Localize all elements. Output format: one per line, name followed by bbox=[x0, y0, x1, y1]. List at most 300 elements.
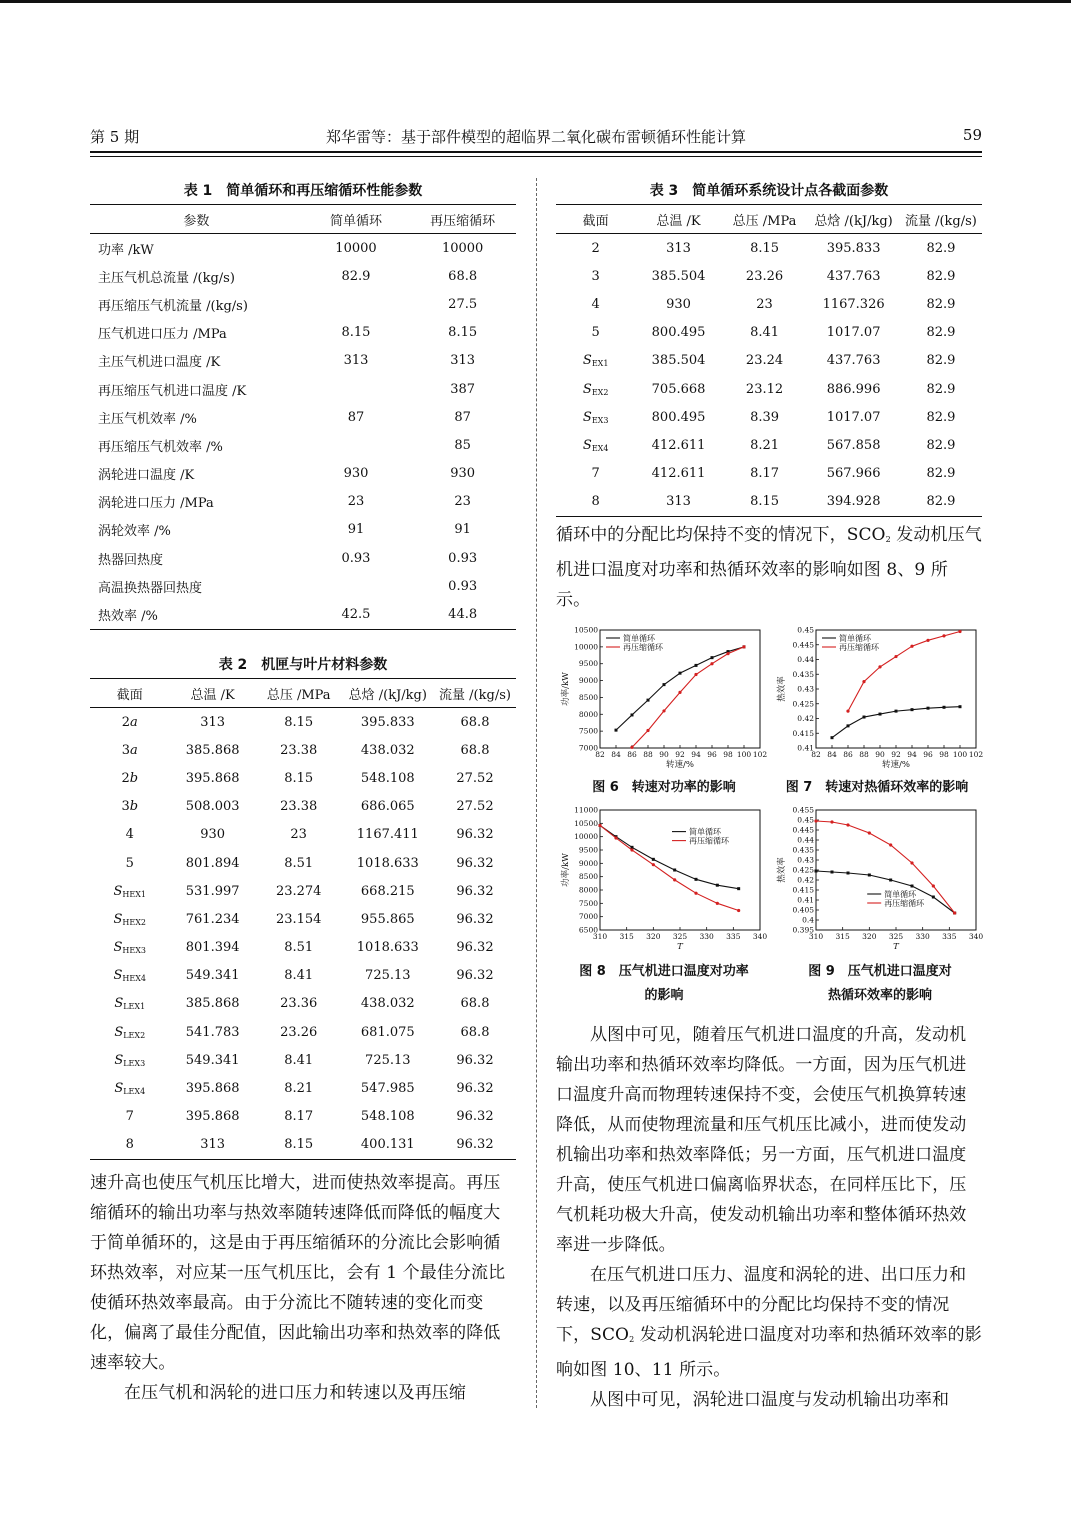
table-cell: 2a bbox=[121, 714, 138, 730]
table-cell: 8.41 bbox=[284, 968, 314, 984]
x-tick-label: 84 bbox=[827, 750, 837, 759]
table-row bbox=[556, 319, 982, 347]
table-row bbox=[90, 708, 516, 737]
table-cell: $S_{EX3}$ bbox=[582, 409, 609, 425]
table-row bbox=[556, 460, 982, 488]
y-tick-label: 0.415 bbox=[792, 885, 814, 895]
table-cell: 385.868 bbox=[185, 996, 240, 1012]
table-cell: 395.868 bbox=[185, 1081, 240, 1097]
x-tick-label: 315 bbox=[619, 932, 634, 941]
data-point bbox=[910, 645, 913, 648]
text-run: 循环中的分配比均保持不变的情况下，SCO bbox=[556, 525, 886, 545]
x-tick-label: 86 bbox=[627, 750, 637, 759]
data-point bbox=[726, 652, 729, 655]
body-paragraph: 速升高也使压气机压比增大，进而使热效率提高。再压缩循环的输出功率与热效率随转速降低而降低的幅度大于简单循环的，这是由于再压缩循环的分流比会影响循环热效率，对应某一压气机压比，会有 1 个最佳分流比使循环热效率最高。由于分流比不随转速的变化而变化，偏离了最佳分配值，因此输出功率和热效率的降低速率较大。 bbox=[90, 1173, 506, 1373]
table-cell: $S_{LEX2}$ bbox=[114, 1024, 146, 1040]
data-point bbox=[846, 823, 849, 826]
y-tick-label: 0.44 bbox=[797, 835, 814, 845]
table-cell: 8.17 bbox=[750, 466, 780, 482]
table-cell: 1167.411 bbox=[356, 827, 419, 843]
table1 bbox=[90, 204, 516, 630]
body-paragraph bbox=[556, 1260, 982, 1385]
table-cell: $S_{LEX4}$ bbox=[114, 1081, 146, 1097]
data-point bbox=[652, 858, 655, 861]
table-cell: 761.234 bbox=[185, 911, 240, 927]
y-axis-label: 功率/kW bbox=[561, 672, 571, 706]
table2 bbox=[90, 678, 516, 1160]
table-cell: 涡轮效率 /% bbox=[98, 524, 171, 540]
table-row bbox=[90, 1103, 516, 1131]
table-cell: 313 bbox=[666, 494, 691, 510]
table-cell: 668.215 bbox=[360, 883, 415, 899]
table-cell: 96.32 bbox=[456, 940, 494, 956]
table-cell: $S_{LEX3}$ bbox=[114, 1052, 146, 1068]
data-point bbox=[847, 724, 850, 727]
y-tick-label: 9500 bbox=[578, 659, 598, 669]
table-cell: 567.966 bbox=[826, 466, 881, 482]
table-cell: 531.997 bbox=[185, 883, 240, 899]
table-cell: 10000 bbox=[335, 240, 377, 256]
fig7-caption: 图 7 转速对热循环效率的影响 bbox=[785, 780, 969, 795]
table-cell: 44.8 bbox=[448, 607, 478, 623]
page-number: 59 bbox=[962, 126, 982, 144]
x-tick-label: 310 bbox=[592, 932, 608, 941]
y-tick-label: 0.395 bbox=[792, 925, 814, 935]
x-tick-label: 330 bbox=[699, 932, 714, 941]
y-axis-label: 热效率 bbox=[777, 857, 787, 883]
table-cell: 1017.07 bbox=[826, 325, 881, 341]
y-tick-label: 6500 bbox=[578, 925, 598, 935]
table-cell: 955.865 bbox=[360, 911, 415, 927]
table-row bbox=[90, 319, 516, 347]
table-cell: 8.51 bbox=[284, 855, 314, 871]
table-cell: 8.15 bbox=[341, 325, 371, 341]
table-cell: 96.32 bbox=[456, 855, 494, 871]
column-header: 截面 bbox=[556, 205, 635, 234]
column-header: 总温 /K bbox=[170, 679, 256, 708]
table-cell: 68.8 bbox=[448, 268, 478, 284]
table-cell: 7 bbox=[125, 1109, 134, 1125]
table-cell bbox=[303, 431, 410, 459]
data-point bbox=[673, 869, 676, 872]
table-cell: 412.611 bbox=[651, 466, 706, 482]
column-divider bbox=[536, 178, 537, 1408]
table-cell: 547.985 bbox=[360, 1081, 415, 1097]
table-cell: 91 bbox=[454, 522, 471, 538]
data-point bbox=[862, 680, 865, 683]
right-column-text bbox=[556, 1020, 982, 1415]
table-cell: 23.274 bbox=[275, 883, 322, 899]
y-tick-label: 7000 bbox=[578, 912, 598, 922]
table-cell: 930 bbox=[450, 466, 476, 482]
x-tick-label: 335 bbox=[726, 932, 741, 941]
x-axis-label: T bbox=[677, 942, 683, 952]
data-point bbox=[695, 664, 698, 667]
x-tick-label: 325 bbox=[888, 932, 904, 941]
table-cell: 1018.633 bbox=[356, 940, 419, 956]
y-tick-label: 0.41 bbox=[797, 743, 814, 753]
x-axis-label: T bbox=[893, 942, 899, 952]
y-tick-label: 0.43 bbox=[797, 855, 814, 865]
y-tick-label: 0.45 bbox=[797, 815, 814, 825]
fig6-caption: 图 6 转速对功率的影响 bbox=[592, 780, 736, 795]
table-cell: 8.21 bbox=[750, 437, 780, 453]
data-point bbox=[814, 819, 817, 822]
table-row bbox=[556, 431, 982, 459]
data-point bbox=[932, 884, 935, 887]
table-cell: 705.668 bbox=[651, 381, 706, 397]
table-cell: 87 bbox=[454, 409, 471, 425]
legend-label: 再压缩循环 bbox=[884, 899, 925, 908]
table-cell bbox=[303, 290, 410, 318]
data-point bbox=[926, 639, 929, 642]
table-row bbox=[90, 736, 516, 764]
table-row bbox=[556, 403, 982, 431]
plot-frame bbox=[816, 810, 976, 930]
table-cell: 82.9 bbox=[926, 437, 956, 453]
y-tick-label: 8000 bbox=[578, 885, 598, 895]
x-tick-label: 94 bbox=[691, 750, 701, 759]
table-cell: 87 bbox=[347, 409, 365, 425]
table-cell: 0.93 bbox=[448, 550, 478, 566]
data-point bbox=[695, 878, 698, 881]
data-point bbox=[716, 902, 719, 905]
issue-number: 第 5 期 bbox=[90, 128, 140, 146]
legend-label: 再压缩循环 bbox=[623, 643, 663, 652]
table-row bbox=[90, 877, 516, 905]
x-tick-label: 315 bbox=[835, 932, 850, 941]
table-header-row bbox=[90, 205, 516, 234]
table-cell: 4 bbox=[125, 827, 134, 843]
table1-title: 表 1 简单循环和再压缩循环性能参数 bbox=[183, 183, 423, 199]
table-cell: 725.13 bbox=[365, 968, 411, 984]
table-row bbox=[556, 290, 982, 318]
y-tick-label: 9000 bbox=[578, 858, 598, 868]
x-tick-label: 92 bbox=[675, 750, 685, 759]
table-cell: 313 bbox=[666, 240, 691, 256]
x-tick-label: 98 bbox=[723, 750, 733, 759]
plot-frame bbox=[600, 810, 760, 930]
data-point bbox=[958, 630, 961, 633]
table-row bbox=[556, 262, 982, 290]
table-cell: 96.32 bbox=[456, 827, 494, 843]
table-cell: 82.9 bbox=[926, 466, 956, 482]
table-cell: $S_{HEX1}$ bbox=[113, 883, 146, 899]
table-cell: 42.5 bbox=[341, 607, 371, 623]
table-cell: 2b bbox=[121, 770, 139, 786]
table-cell: 400.131 bbox=[360, 1137, 415, 1153]
table-cell: 8.15 bbox=[750, 494, 780, 510]
y-tick-label: 0.435 bbox=[792, 669, 814, 679]
table-row bbox=[90, 262, 516, 290]
table-cell: 96.32 bbox=[456, 1109, 494, 1125]
table-cell: 82.9 bbox=[926, 296, 956, 312]
data-point bbox=[614, 836, 617, 839]
y-tick-label: 0.405 bbox=[792, 905, 814, 915]
y-tick-label: 10500 bbox=[574, 625, 598, 635]
data-point bbox=[815, 870, 818, 873]
x-tick-label: 96 bbox=[923, 750, 933, 759]
column-header: 再压缩循环 bbox=[409, 205, 516, 234]
table-cell: $S_{EX4}$ bbox=[582, 437, 609, 453]
table-cell: 313 bbox=[450, 353, 476, 369]
data-point bbox=[646, 729, 649, 732]
column-header: 总压 /MPa bbox=[722, 205, 808, 234]
table-cell: 8.15 bbox=[448, 325, 478, 341]
y-tick-label: 0.415 bbox=[792, 728, 814, 738]
x-tick-label: 94 bbox=[907, 750, 917, 759]
data-point bbox=[911, 885, 914, 888]
data-point bbox=[742, 645, 745, 648]
y-tick-label: 0.455 bbox=[792, 805, 814, 815]
table-row bbox=[90, 572, 516, 600]
data-point bbox=[679, 672, 682, 675]
y-tick-label: 8500 bbox=[578, 692, 598, 702]
table-cell: 8.15 bbox=[284, 714, 314, 730]
table-cell: 1167.326 bbox=[822, 296, 885, 312]
y-tick-label: 0.43 bbox=[797, 684, 814, 694]
data-point bbox=[943, 706, 946, 709]
table-cell: 437.763 bbox=[826, 353, 881, 369]
table-cell: 313 bbox=[200, 714, 226, 730]
table-cell: 567.858 bbox=[826, 437, 881, 453]
table-cell: 385.504 bbox=[651, 268, 706, 284]
table-cell: 800.495 bbox=[651, 409, 706, 425]
x-tick-label: 82 bbox=[595, 750, 605, 759]
table-row bbox=[90, 488, 516, 516]
table-cell: 8.15 bbox=[284, 770, 314, 786]
column-header: 简单循环 bbox=[303, 205, 410, 234]
table-cell: 8.21 bbox=[284, 1081, 314, 1097]
legend-label: 简单循环 bbox=[884, 890, 917, 899]
body-paragraph: 从图中可见，随着压气机进口温度的升高，发动机输出功率和热循环效率均降低。一方面，因为压气机进口温度升高而物理转速保持不变，会使压气机换算转速降低，从而使物理流量和压气机压比减小，进而使发动机输出功率和热效率降低；另一方面，压气机进口温度升高，使压气机进口偏离临界状态，在同样压比下，压气机耗功极大升高，使发动机输出功率和整体循环热效率进一步降低。 bbox=[556, 1025, 967, 1255]
x-tick-label: 92 bbox=[891, 750, 901, 759]
table-row bbox=[90, 600, 516, 629]
table-cell: 68.8 bbox=[460, 1024, 490, 1040]
table-cell: 725.13 bbox=[365, 1052, 411, 1068]
table-cell: 385.868 bbox=[185, 742, 240, 758]
data-point bbox=[630, 848, 633, 851]
table-cell: 930 bbox=[343, 466, 369, 482]
table-row bbox=[90, 234, 516, 263]
data-point bbox=[652, 863, 655, 866]
table-cell: 再压缩压气机流量 /(kg/s) bbox=[98, 298, 248, 314]
table-cell: 0.93 bbox=[341, 550, 371, 566]
data-point bbox=[662, 709, 665, 712]
header-rule-thin bbox=[90, 156, 982, 157]
y-tick-label: 0.44 bbox=[797, 655, 814, 664]
legend-label: 简单循环 bbox=[623, 634, 655, 643]
body-paragraph: 从图中可见，涡轮进口温度与发动机输出功率和 bbox=[590, 1390, 950, 1410]
y-tick-label: 8000 bbox=[578, 709, 598, 719]
header-rule bbox=[90, 151, 982, 153]
x-tick-label: 102 bbox=[968, 750, 984, 759]
data-point bbox=[737, 909, 740, 912]
y-tick-label: 7500 bbox=[578, 726, 598, 736]
fig9-caption bbox=[772, 960, 988, 1008]
table-row bbox=[90, 290, 516, 318]
table-row bbox=[90, 764, 516, 792]
y-tick-label: 10000 bbox=[574, 642, 598, 652]
caption-line: 的影响 bbox=[644, 988, 684, 1003]
fig8-caption bbox=[556, 960, 772, 1008]
legend-label: 再压缩循环 bbox=[689, 836, 729, 846]
table-cell: 395.833 bbox=[360, 714, 415, 730]
table-row bbox=[556, 234, 982, 263]
table-row bbox=[90, 1074, 516, 1102]
column-header: 总压 /MPa bbox=[256, 679, 342, 708]
data-point bbox=[889, 879, 892, 882]
table-cell: 930 bbox=[666, 296, 691, 312]
table-cell: 930 bbox=[200, 827, 226, 843]
y-tick-label: 0.435 bbox=[792, 845, 814, 855]
table-cell: 27.5 bbox=[448, 296, 478, 312]
data-point bbox=[831, 871, 834, 874]
data-point bbox=[711, 656, 714, 659]
x-tick-label: 82 bbox=[811, 750, 821, 759]
table-cell: 313 bbox=[200, 1137, 226, 1153]
x-tick-label: 100 bbox=[736, 750, 752, 759]
fig8-chart bbox=[556, 800, 768, 960]
text-run: 在压气机进口压力、温度和涡轮的进、出口压力和转速，以及再压缩循环中的分配比均保持不变的情况下，SCO bbox=[556, 1265, 967, 1345]
table-cell: 437.763 bbox=[826, 268, 881, 284]
caption-line: 图 8 压气机进口温度对功率 bbox=[579, 964, 749, 979]
data-point bbox=[889, 843, 892, 846]
data-point bbox=[631, 713, 634, 716]
table-cell: 508.003 bbox=[185, 799, 240, 815]
table-cell: 85 bbox=[454, 437, 471, 453]
x-tick-label: 340 bbox=[752, 932, 768, 941]
x-tick-label: 88 bbox=[643, 750, 653, 759]
x-tick-label: 325 bbox=[672, 932, 688, 941]
data-point bbox=[868, 874, 871, 877]
table-cell: 热器回热度 bbox=[98, 552, 164, 568]
data-point bbox=[863, 716, 866, 719]
table-cell: 23.38 bbox=[280, 742, 318, 758]
data-point bbox=[927, 707, 930, 710]
x-tick-label: 310 bbox=[808, 932, 824, 941]
y-tick-label: 8500 bbox=[578, 872, 598, 882]
table-cell: 8 bbox=[591, 494, 600, 510]
table-cell: 82.9 bbox=[926, 325, 956, 341]
x-tick-label: 86 bbox=[843, 750, 853, 759]
data-point bbox=[879, 713, 882, 716]
table-cell: 395.868 bbox=[185, 1109, 240, 1125]
table-cell: 压气机进口压力 /MPa bbox=[98, 327, 227, 343]
table-cell: 438.032 bbox=[360, 996, 415, 1012]
y-tick-label: 0.425 bbox=[792, 699, 814, 709]
y-axis-label: 热效率 bbox=[777, 676, 787, 702]
table-cell: 82.9 bbox=[926, 494, 956, 510]
table-cell: 23.36 bbox=[280, 996, 318, 1012]
x-tick-label: 100 bbox=[952, 750, 968, 759]
table-cell: 涡轮进口压力 /MPa bbox=[98, 496, 214, 512]
table-cell: 82.9 bbox=[926, 268, 956, 284]
table-cell: 313 bbox=[343, 353, 369, 369]
x-axis-label: 转速/% bbox=[882, 760, 910, 770]
legend-label: 简单循环 bbox=[689, 827, 721, 837]
table-row bbox=[90, 431, 516, 459]
series-line bbox=[616, 647, 744, 730]
table2-title: 表 2 机匣与叶片材料参数 bbox=[218, 657, 388, 673]
fig6-chart bbox=[556, 622, 768, 770]
x-tick-label: 320 bbox=[646, 932, 661, 941]
x-tick-label: 88 bbox=[859, 750, 869, 759]
table-cell: 96.32 bbox=[456, 968, 494, 984]
data-point bbox=[878, 665, 881, 668]
table3-title: 表 3 简单循环系统设计点各截面参数 bbox=[649, 183, 889, 199]
table-cell: 8.15 bbox=[750, 240, 780, 256]
table-cell: 23.24 bbox=[745, 353, 784, 369]
table-row bbox=[90, 516, 516, 544]
table-cell bbox=[303, 572, 410, 600]
table-cell: 功率 /kW bbox=[98, 242, 154, 258]
table-cell: 3 bbox=[591, 268, 600, 284]
table-row bbox=[556, 347, 982, 375]
y-tick-label: 0.4 bbox=[802, 915, 814, 925]
table-row bbox=[90, 403, 516, 431]
table-cell: 高温换热器回热度 bbox=[98, 580, 203, 596]
fig7-chart bbox=[772, 622, 984, 770]
table-row bbox=[90, 934, 516, 962]
caption-line: 图 9 压气机进口温度对 bbox=[808, 964, 952, 979]
table3 bbox=[556, 204, 982, 517]
x-tick-label: 98 bbox=[939, 750, 949, 759]
table-row bbox=[90, 905, 516, 933]
table-cell: 3a bbox=[121, 742, 138, 758]
x-tick-label: 335 bbox=[942, 932, 957, 941]
table-cell: 8.41 bbox=[750, 325, 780, 341]
table-cell: 82.9 bbox=[926, 381, 956, 397]
table-cell: 10000 bbox=[441, 240, 484, 256]
table-cell: 8 bbox=[125, 1137, 134, 1153]
data-point bbox=[737, 887, 740, 890]
table-cell: 1018.633 bbox=[356, 855, 419, 871]
data-point bbox=[847, 872, 850, 875]
column-header: 总焓 /(kJ/kg) bbox=[807, 205, 900, 234]
x-tick-label: 90 bbox=[875, 750, 885, 759]
table-cell: 395.868 bbox=[185, 770, 240, 786]
table-cell: 385.504 bbox=[651, 353, 706, 369]
table-cell: 82.9 bbox=[926, 240, 956, 256]
table-cell: 541.783 bbox=[185, 1024, 240, 1040]
table-cell: 23 bbox=[290, 827, 307, 843]
table-cell: 23.12 bbox=[745, 381, 784, 397]
table-cell: 主压气机效率 /% bbox=[98, 411, 197, 427]
running-title: 郑华雷等：基于部件模型的超临界二氧化碳布雷顿循环性能计算 bbox=[325, 128, 746, 146]
y-tick-label: 0.42 bbox=[797, 875, 814, 885]
table-cell: 8.39 bbox=[750, 409, 780, 425]
table-cell: 0.93 bbox=[448, 578, 478, 594]
y-tick-label: 7500 bbox=[578, 898, 598, 908]
table-cell: 96.32 bbox=[456, 911, 494, 927]
y-tick-label: 0.425 bbox=[792, 865, 814, 875]
table-cell: 412.611 bbox=[651, 437, 706, 453]
table-cell: 5 bbox=[591, 325, 600, 341]
table-row bbox=[556, 488, 982, 517]
y-tick-label: 0.41 bbox=[797, 895, 814, 905]
table-cell: 23.154 bbox=[275, 911, 322, 927]
table-cell: 548.108 bbox=[360, 770, 415, 786]
table-cell: 800.495 bbox=[651, 325, 706, 341]
table-cell: 549.341 bbox=[185, 968, 240, 984]
data-point bbox=[615, 729, 618, 732]
data-point bbox=[598, 824, 601, 827]
table-cell: 23 bbox=[347, 494, 365, 510]
x-tick-label: 96 bbox=[707, 750, 717, 759]
data-point bbox=[673, 878, 676, 881]
table-cell: $S_{EX2}$ bbox=[582, 381, 609, 397]
